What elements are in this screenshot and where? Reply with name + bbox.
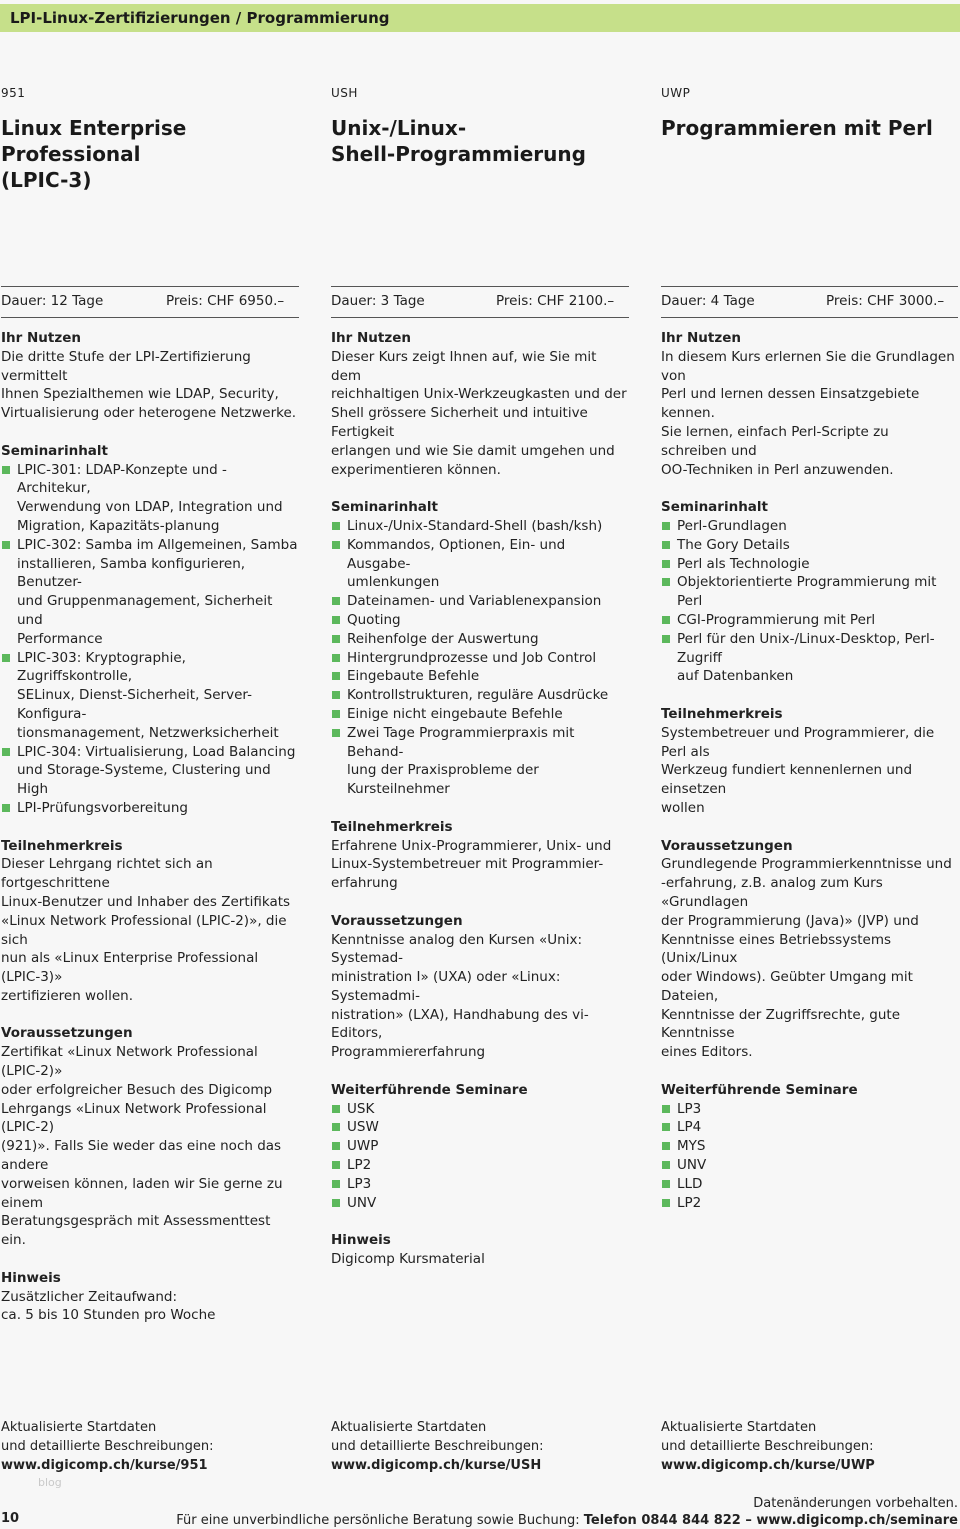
list-item <box>331 517 629 536</box>
list-item <box>1 743 299 799</box>
bullet-square-icon <box>662 578 670 586</box>
list-item-text: Einige nicht eingebaute Befehle <box>347 705 563 722</box>
list-item[interactable] <box>661 1175 958 1194</box>
bullet-square-icon <box>332 635 340 643</box>
course-code: USH <box>331 86 358 100</box>
list-item-text: Hintergrundprozesse und Job Control <box>347 649 597 666</box>
list-item[interactable] <box>331 1194 629 1213</box>
bullet-square-icon <box>662 616 670 624</box>
list-item-text: Zwei Tage Programmierpraxis mit Behand- lung der Praxisprobleme der Kursteilnehmer <box>347 724 575 798</box>
related-course-code[interactable]: UWP <box>347 1138 379 1155</box>
list-item-text: Quoting <box>347 611 401 628</box>
list-item <box>331 630 629 649</box>
course-column-ush <box>331 0 629 1529</box>
course-url-link[interactable]: www.digicomp.ch/kurse/USH <box>331 1458 542 1473</box>
section-heading: Hinweis <box>1 1269 61 1286</box>
bullet-list <box>331 1100 629 1213</box>
list-item-text: Dateinamen- und Variablenexpansion <box>347 593 602 610</box>
list-item[interactable] <box>331 1156 629 1175</box>
bullet-square-icon <box>662 1142 670 1150</box>
bullet-list <box>331 517 629 799</box>
section-text: In diesem Kurs erlernen Sie die Grundlagen von Perl und lernen dessen Einsatzgebiete kennen. Sie lernen, einfach Perl-Scripte zu schreiben und OO-Techniken in Perl anzuwenden. <box>661 348 955 478</box>
list-item[interactable] <box>661 1194 958 1213</box>
bullet-square-icon <box>662 522 670 530</box>
section-text: Zusätzlicher Zeitaufwand: ca. 5 bis 10 Stunden pro Woche <box>1 1288 216 1324</box>
list-item[interactable] <box>661 1156 958 1175</box>
list-item <box>331 611 629 630</box>
bullet-square-icon <box>2 541 10 549</box>
list-item-text: Perl als Technologie <box>677 555 810 572</box>
section-text: Dieser Lehrgang richtet sich an fortgeschrittene Linux-Benutzer und Inhaber des Zertifikats «Linux Network Professional (LPIC-2)», die sich nun als «Linux Enterprise Professional (LPIC-3)» zertifizieren wollen. <box>1 856 291 1004</box>
section-text: Erfahrene Unix-Programmierer, Unix- und Linux-Systembetreuer mit Programmier- erfahrung <box>331 837 612 892</box>
list-item-text: LPI-Prüfungsvorbereitung <box>17 799 188 816</box>
section-nutzen <box>1 329 299 423</box>
bullet-square-icon <box>332 710 340 718</box>
bullet-square-icon <box>662 1180 670 1188</box>
section-text: Dieser Kurs zeigt Ihnen auf, wie Sie mit dem reichhaltigen Unix-Werkzeugkasten und der Shell grössere Sicherheit und intuitive Fertigkeit erlangen und wie Sie damit umgehen und experimentieren können. <box>331 348 627 478</box>
footer-line: und detaillierte Beschreibungen: <box>1 1439 214 1454</box>
course-url-link[interactable]: www.digicomp.ch/kurse/UWP <box>661 1458 875 1473</box>
list-item <box>661 573 958 611</box>
list-item[interactable] <box>331 1137 629 1156</box>
bullet-square-icon <box>2 748 10 756</box>
course-url-link[interactable]: www.digicomp.ch/kurse/951 <box>1 1458 208 1473</box>
contact-line <box>176 1513 958 1528</box>
bullet-square-icon <box>332 1180 340 1188</box>
section-heading: Weiterführende Seminare <box>661 1081 858 1098</box>
related-course-code[interactable]: LP4 <box>677 1119 702 1136</box>
course-price: Preis: CHF 2100.– <box>496 293 615 309</box>
section-weiterfuehrende-seminare <box>661 1081 958 1213</box>
related-course-code[interactable]: LP3 <box>677 1100 702 1117</box>
section-heading: Teilnehmerkreis <box>331 818 453 835</box>
section-seminarinhalt <box>661 498 958 686</box>
list-item-text: Kommandos, Optionen, Ein- und Ausgabe- umlenkungen <box>347 536 566 591</box>
list-item-text: Eingebaute Befehle <box>347 668 480 685</box>
section-heading: Seminarinhalt <box>331 499 438 516</box>
section-text: Kenntnisse analog den Kursen «Unix: Systemad- ministration I» (UXA) oder «Linux: Systemadmi- nistration» (LXA), Handhabung des vi-Editors, Programmiererfahrung <box>331 931 589 1061</box>
list-item <box>331 649 629 668</box>
list-item[interactable] <box>331 1100 629 1119</box>
course-code: UWP <box>661 86 691 100</box>
section-heading: Voraussetzungen <box>331 912 463 929</box>
bullet-square-icon <box>662 1123 670 1131</box>
bullet-square-icon <box>332 1199 340 1207</box>
list-item <box>661 536 958 555</box>
course-price: Preis: CHF 6950.– <box>166 293 285 309</box>
related-course-code[interactable]: LLD <box>677 1175 703 1192</box>
course-title: Linux Enterprise Professional (LPIC-3) <box>1 116 187 192</box>
bullet-square-icon <box>332 729 340 737</box>
related-course-code[interactable]: USW <box>347 1119 379 1136</box>
list-item[interactable] <box>331 1175 629 1194</box>
section-voraussetzungen <box>661 837 958 1063</box>
list-item <box>331 667 629 686</box>
section-teilnehmerkreis <box>661 705 958 818</box>
course-price: Preis: CHF 3000.– <box>826 293 945 309</box>
bullet-square-icon <box>332 597 340 605</box>
course-title: Programmieren mit Perl <box>661 116 933 140</box>
section-text: Grundlegende Programmierkenntnisse und -erfahrung, z.B. analog zum Kurs «Grundlagen der Programmierung (Java)» (JVP) und Kenntnisse eines Betriebssystems (Unix/Linux oder Windows). Geübter Umgang mit Dateien, Kenntnisse der Zugriffsrechte, gute Kenntnisse eines Editors. <box>661 856 952 1061</box>
related-course-code[interactable]: UNV <box>347 1194 377 1211</box>
bullet-square-icon <box>2 804 10 812</box>
list-item-text: Linux-/Unix-Standard-Shell (bash/ksh) <box>347 517 603 534</box>
course-meta <box>661 286 958 318</box>
course-column-uwp <box>661 0 958 1529</box>
bullet-square-icon <box>332 616 340 624</box>
related-course-code[interactable]: LP2 <box>347 1157 372 1174</box>
list-item-text: LPIC-303: Kryptographie, Zugriffskontrolle, SELinux, Dienst-Sicherheit, Server-Konfigura- tionsmanagement, Netzwerksicherheit <box>17 649 279 741</box>
section-heading: Voraussetzungen <box>1 1025 133 1042</box>
course-body <box>661 329 958 1231</box>
list-item <box>331 724 629 799</box>
section-heading: Voraussetzungen <box>661 837 793 854</box>
bullet-square-icon <box>332 672 340 680</box>
section-heading: Ihr Nutzen <box>1 330 81 346</box>
bullet-square-icon <box>332 522 340 530</box>
bullet-square-icon <box>332 691 340 699</box>
page-number: 10 <box>1 1511 20 1526</box>
section-nutzen <box>661 329 958 479</box>
section-heading: Ihr Nutzen <box>331 330 411 346</box>
list-item-text: Kontrollstrukturen, reguläre Ausdrücke <box>347 687 609 704</box>
list-item-text: Perl für den Unix-/Linux-Desktop, Perl-Zugriff auf Datenbanken <box>677 630 935 685</box>
section-heading: Ihr Nutzen <box>661 330 741 346</box>
bullet-square-icon <box>662 1161 670 1169</box>
list-item <box>331 536 629 592</box>
list-item <box>661 555 958 574</box>
course-body <box>331 329 629 1288</box>
bullet-square-icon <box>662 1105 670 1113</box>
list-item[interactable] <box>661 1118 958 1137</box>
list-item <box>331 592 629 611</box>
course-footer-note <box>331 1418 629 1475</box>
list-item-text: LPIC-301: LDAP-Konzepte und -Architekur, Verwendung von LDAP, Integration und Migration, Kapazitäts-planung <box>17 461 283 534</box>
section-weiterfuehrende-seminare <box>331 1081 629 1213</box>
disclaimer: Datenänderungen vorbehalten. <box>753 1496 958 1511</box>
footer-line: Aktualisierte Startdaten <box>331 1420 487 1435</box>
bullet-square-icon <box>332 1142 340 1150</box>
section-nutzen <box>331 329 629 479</box>
section-heading: Weiterführende Seminare <box>331 1081 528 1098</box>
course-footer-note <box>661 1418 958 1475</box>
list-item <box>1 649 299 743</box>
list-item <box>1 461 299 536</box>
bullet-square-icon <box>662 1199 670 1207</box>
list-item <box>331 705 629 724</box>
section-text: Die dritte Stufe der LPI-Zertifizierung vermittelt Ihnen Spezialthemen wie LDAP, Security, Virtualisierung oder heterogene Netzwerke. <box>1 348 297 422</box>
section-voraussetzungen <box>331 912 629 1062</box>
section-voraussetzungen <box>1 1024 299 1250</box>
footer-line: Aktualisierte Startdaten <box>661 1420 817 1435</box>
course-duration: Dauer: 4 Tage <box>661 293 755 309</box>
list-item[interactable] <box>661 1137 958 1156</box>
list-item[interactable] <box>661 1100 958 1119</box>
bullet-square-icon <box>332 1105 340 1113</box>
list-item <box>661 611 958 630</box>
related-course-code[interactable]: LP3 <box>347 1175 372 1192</box>
list-item-text: CGI-Programmierung mit Perl <box>677 611 876 628</box>
list-item <box>661 630 958 686</box>
bullet-list <box>661 1100 958 1213</box>
section-heading: Teilnehmerkreis <box>1 837 123 854</box>
watermark-text: blog <box>38 1476 62 1489</box>
list-item <box>661 517 958 536</box>
section-text: Digicomp Kursmaterial <box>331 1251 485 1268</box>
related-course-code[interactable]: USK <box>347 1100 375 1117</box>
list-item <box>331 686 629 705</box>
section-teilnehmerkreis <box>331 818 629 893</box>
list-item-text: Reihenfolge der Auswertung <box>347 630 539 647</box>
contact-prefix: Für eine unverbindliche persönliche Beratung sowie Buchung: <box>176 1513 580 1528</box>
bullet-square-icon <box>662 541 670 549</box>
course-code: 951 <box>1 86 26 100</box>
section-seminarinhalt <box>1 442 299 818</box>
related-course-code[interactable]: LP2 <box>677 1194 702 1211</box>
section-hinweis <box>1 1269 299 1325</box>
bullet-square-icon <box>662 560 670 568</box>
page-header-title: LPI-Linux-Zertifizierungen / Programmierung <box>10 9 390 27</box>
list-item-text: Perl-Grundlagen <box>677 517 787 534</box>
bullet-square-icon <box>332 1123 340 1131</box>
list-item-text: Objektorientierte Programmierung mit Perl <box>677 574 937 610</box>
bullet-square-icon <box>2 654 10 662</box>
section-seminarinhalt <box>331 498 629 799</box>
section-text: Systembetreuer und Programmierer, die Perl als Werkzeug fundiert kennenlernen und einsetzen wollen <box>661 724 935 816</box>
section-heading: Seminarinhalt <box>661 499 768 516</box>
section-heading: Hinweis <box>331 1232 391 1249</box>
section-hinweis <box>331 1231 629 1269</box>
bullet-square-icon <box>332 654 340 662</box>
section-teilnehmerkreis <box>1 837 299 1006</box>
bullet-square-icon <box>662 635 670 643</box>
footer-line: Aktualisierte Startdaten <box>1 1420 157 1435</box>
course-meta <box>331 286 629 318</box>
course-footer-note <box>1 1418 299 1475</box>
related-course-code[interactable]: UNV <box>677 1157 707 1174</box>
list-item-text: LPIC-304: Virtualisierung, Load Balancing und Storage-Systeme, Clustering und High <box>17 743 296 798</box>
course-duration: Dauer: 3 Tage <box>331 293 425 309</box>
related-course-code[interactable]: MYS <box>677 1138 706 1155</box>
bullet-list <box>1 461 299 818</box>
course-body <box>1 329 299 1344</box>
bullet-list <box>661 517 958 686</box>
bullet-square-icon <box>332 1161 340 1169</box>
list-item <box>1 799 299 818</box>
course-meta <box>1 286 299 318</box>
bullet-square-icon <box>332 541 340 549</box>
section-heading: Seminarinhalt <box>1 442 108 459</box>
course-title: Unix-/Linux- Shell-Programmierung <box>331 116 586 166</box>
footer-line: und detaillierte Beschreibungen: <box>331 1439 544 1454</box>
list-item-text: The Gory Details <box>677 536 790 553</box>
list-item[interactable] <box>331 1118 629 1137</box>
footer-line: und detaillierte Beschreibungen: <box>661 1439 874 1454</box>
course-duration: Dauer: 12 Tage <box>1 293 104 309</box>
course-column-951 <box>1 0 299 1529</box>
bullet-square-icon <box>2 466 10 474</box>
list-item-text: LPIC-302: Samba im Allgemeinen, Samba installieren, Samba konfigurieren, Benutzer- und Gruppenmanagement, Sicherheit und Performance <box>17 536 298 647</box>
section-heading: Teilnehmerkreis <box>661 705 783 722</box>
contact-phone-web[interactable]: Telefon 0844 844 822 – www.digicomp.ch/seminare <box>583 1513 958 1528</box>
section-text: Zertifikat «Linux Network Professional (LPIC-2)» oder erfolgreicher Besuch des Digicomp Lehrgangs «Linux Network Professional (LPIC-2) (921)». Falls Sie weder das eine noch das andere vorweisen können, laden wir Sie gerne zu einem Beratungsgespräch mit Assessmenttest ein. <box>1 1044 283 1249</box>
list-item <box>1 536 299 649</box>
